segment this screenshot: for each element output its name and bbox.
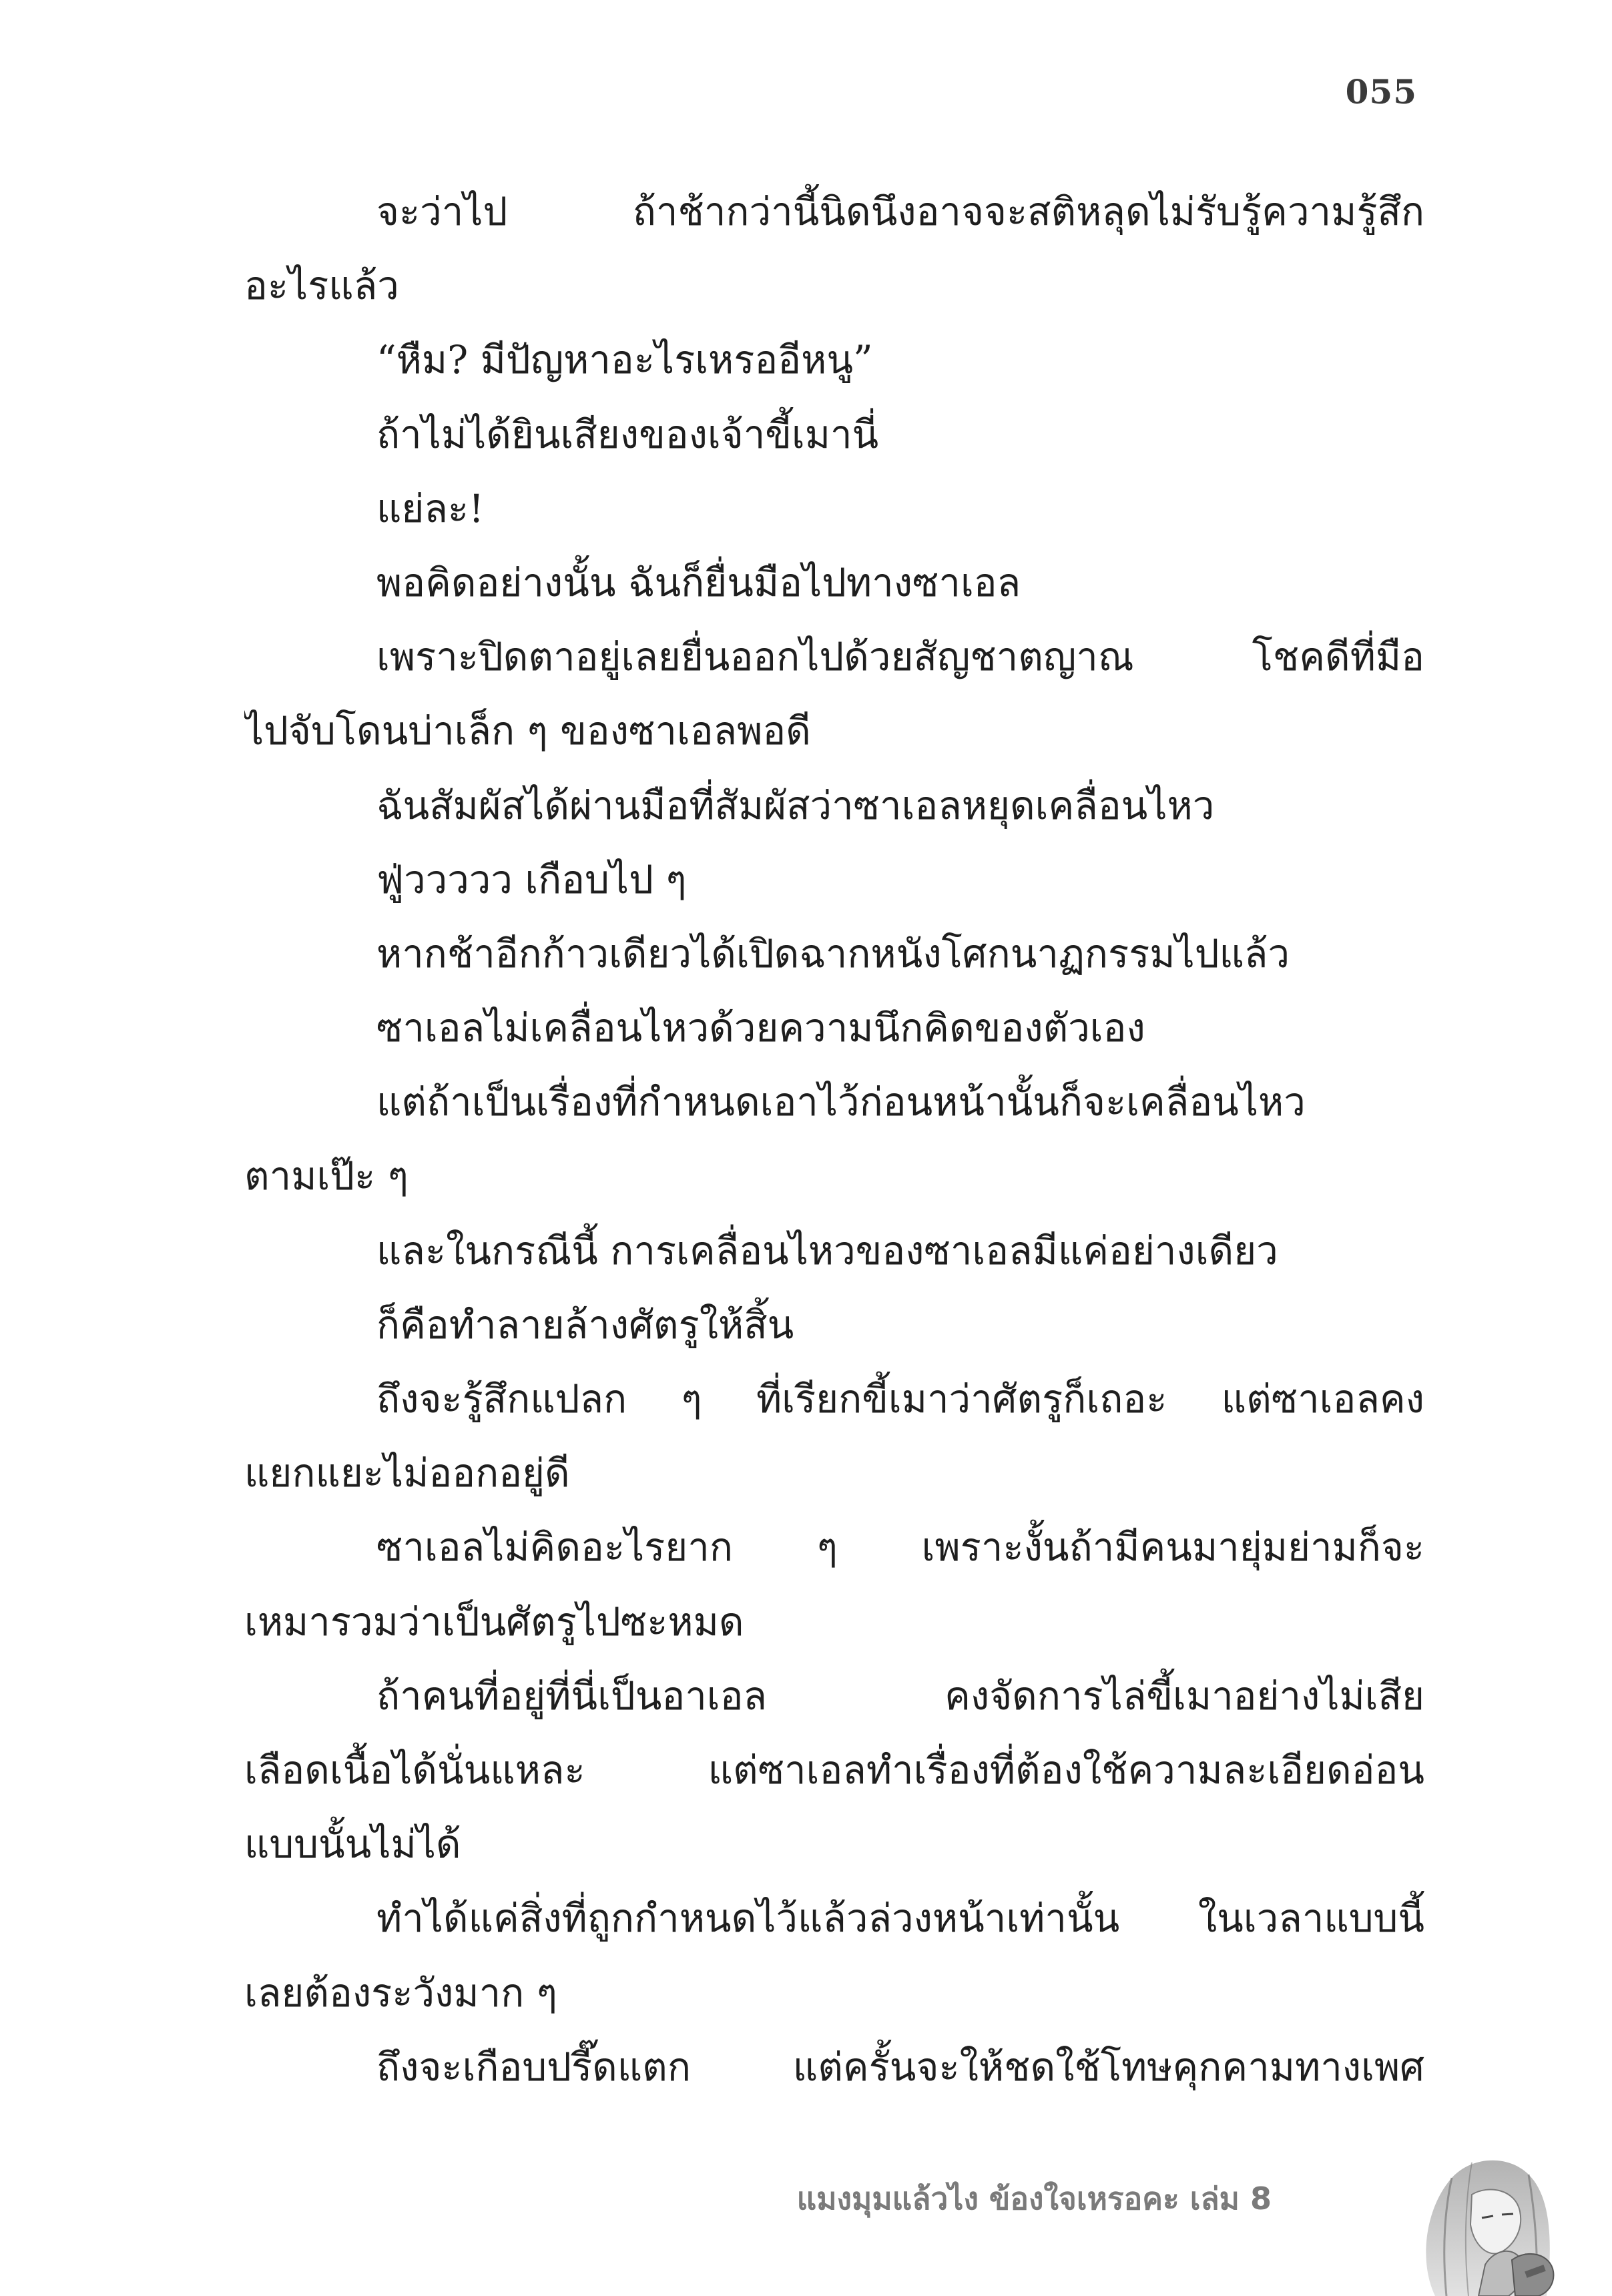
- text-line: ซาเอลไม่คิดอะไรยาก ๆ เพราะงั้นถ้ามีคนมายุ่มย่ามก็จะ: [376, 1524, 1424, 1570]
- text-line: แบบนั้นไม่ได้: [244, 1821, 461, 1868]
- text-line: เลยต้องระวังมาก ๆ: [244, 1970, 557, 2016]
- text-line: ตามเป๊ะ ๆ: [244, 1153, 409, 1199]
- text-line: หากช้าอีกก้าวเดียวได้เปิดฉากหนังโศกนาฏกรรมไปแล้ว: [376, 930, 1290, 976]
- text-line: ไปจับโดนบ่าเล็ก ๆ ของซาเอลพอดี: [244, 708, 811, 754]
- text-line: เหมารวมว่าเป็นศัตรูไปซะหมด: [244, 1599, 744, 1645]
- text-line: เพราะปิดตาอยู่เลยยื่นออกไปด้วยสัญชาตญาณ โชคดีที่มือ: [376, 634, 1424, 680]
- text-line: ฉันสัมผัสได้ผ่านมือที่สัมผัสว่าซาเอลหยุดเคลื่อนไหว: [376, 782, 1215, 828]
- text-line: จะว่าไป ถ้าช้ากว่านี้นิดนึงอาจจะสติหลุดไม่รับรู้ความรู้สึก: [376, 189, 1424, 234]
- text-line: และในกรณีนี้ การเคลื่อนไหวของซาเอลมีแค่อย่างเดียว: [376, 1227, 1278, 1273]
- text-line: เลือดเนื้อได้นั่นแหละ แต่ซาเอลทำเรื่องที่ต้องใช้ความละเอียดอ่อน: [244, 1747, 1424, 1793]
- page-footer: [0, 2148, 1612, 2296]
- page-number: 055: [1345, 72, 1417, 111]
- text-line: ฟู่ววววว เกือบไป ๆ: [376, 856, 687, 902]
- text-line: ถึงจะรู้สึกแปลก ๆ ที่เรียกขี้เมาว่าศัตรูก็เถอะ แต่ซาเอลคง: [376, 1376, 1424, 1422]
- book-title: แมงมุมแล้วไง ข้องใจเหรอคะ เล่ม 8: [796, 2181, 1272, 2217]
- text-line: แต่ถ้าเป็นเรื่องที่กำหนดเอาไว้ก่อนหน้านั้นก็จะเคลื่อนไหว: [376, 1079, 1306, 1125]
- text-line: ทำได้แค่สิ่งที่ถูกกำหนดไว้แล้วล่วงหน้าเท่านั้น ในเวลาแบบนี้: [376, 1896, 1424, 1942]
- text-line: ถ้าไม่ได้ยินเสียงของเจ้าขี้เมานี่: [376, 411, 879, 457]
- text-line: ถึงจะเกือบปรี๊ดแตก แต่ครั้นจะให้ชดใช้โทษคุกคามทางเพศ: [376, 2044, 1424, 2090]
- text-line: แย่ละ!: [376, 485, 485, 531]
- text-line: พอคิดอย่างนั้น ฉันก็ยื่นมือไปทางซาเอล: [376, 559, 1021, 605]
- body-text: [244, 175, 1424, 2104]
- text-line: ซาเอลไม่เคลื่อนไหวด้วยความนึกคิดของตัวเอง: [376, 1005, 1145, 1051]
- text-line: ก็คือทำลายล้างศัตรูให้สิ้น: [376, 1302, 794, 1348]
- text-line: ถ้าคนที่อยู่ที่นี่เป็นอาเอล คงจัดการไล่ขี้เมาอย่างไม่เสีย: [376, 1673, 1424, 1719]
- text-line: “หืม? มีปัญหาอะไรเหรออีหนู”: [376, 337, 873, 383]
- text-line: อะไรแล้ว: [244, 263, 399, 309]
- character-illustration: [1372, 2148, 1572, 2296]
- text-line: แยกแยะไม่ออกอยู่ดี: [244, 1450, 570, 1496]
